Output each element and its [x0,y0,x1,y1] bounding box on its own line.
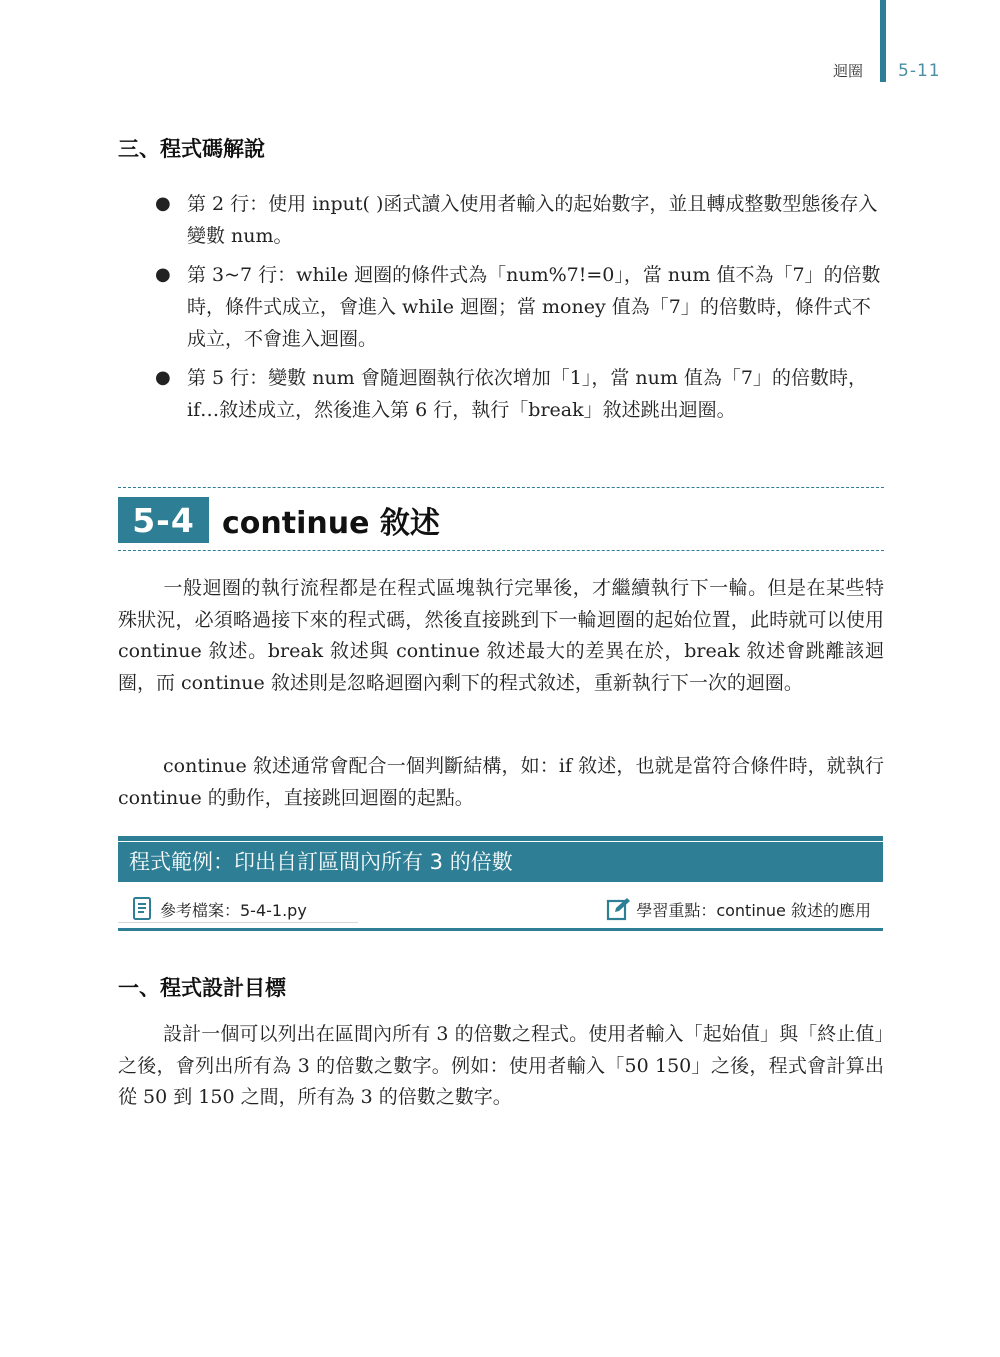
document-icon [130,896,156,922]
list-item [155,362,895,426]
paragraph-text: 設計一個可以列出在區間內所有 3 的倍數之程式。使用者輸入「起始值」與「終止值」之後，會列出所有為 3 的倍數之數字。例如：使用者輸入「50 150」之後，程式會計算出從 50 到 150 之間，所有為 3 的倍數之數字。 [118,1023,884,1108]
list-item [155,259,895,355]
chapter-title: 迴圈 [833,62,864,80]
edit-icon [606,896,632,922]
list-item-text: 第 3~7 行：while 迴圈的條件式為「num%7!=0」，當 num 值不為「7」的倍數時，條件式成立，會進入 while 迴圈；當 money 值為「7」的倍數時，條件式不成立，不會進入迴圈。 [187,264,881,350]
section-title: continue 敘述 [222,506,440,541]
paragraph-text: 一般迴圈的執行流程都是在程式區塊執行完畢後，才繼續執行下一輪。但是在某些特殊狀況，必須略過接下來的程式碼，然後直接跳到下一輪迴圈的起始位置，此時就可以使用 continue 敘述。break 敘述與 continue 敘述最大的差異在於，break 敘述會跳離該迴圈，而 continue 敘述則是忽略迴圈內剩下的程式敘述，重新執行下一次的迴圈。 [118,577,884,694]
intro-paragraph [118,573,884,699]
reference-file-label: 參考檔案：5-4-1.py [160,900,307,920]
key-point-label: 學習重點：continue 敘述的應用 [636,900,871,920]
paragraph-text: continue 敘述通常會配合一個判斷結構，如：if 敘述，也就是當符合條件時，就執行 continue 的動作，直接跳回迴圈的起點。 [118,755,884,809]
header-accent-bar [880,0,886,82]
bullet-icon: ● [155,264,171,285]
section-divider-bottom [118,550,884,551]
reference-underline [118,922,358,923]
section-divider-top [118,487,884,488]
reference-file [130,896,307,922]
example-bottom-rule [118,928,883,931]
example-title: 程式範例：印出自訂區間內所有 3 的倍數 [118,842,883,882]
key-point [606,896,871,922]
bullet-icon: ● [155,367,171,388]
bullet-icon: ● [155,193,171,214]
design-goal-paragraph [118,1019,884,1114]
continue-paragraph [118,751,884,814]
list-item-text: 第 5 行：變數 num 會隨迴圈執行依次增加「1」，當 num 值為「7」的倍數時，if…敘述成立，然後進入第 6 行，執行「break」敘述跳出迴圈。 [187,367,867,421]
list-item [155,188,895,252]
section-number-badge: 5-4 [118,497,209,543]
list-item-text: 第 2 行：使用 input( )函式讀入使用者輸入的起始數字，並且轉成整數型態後存入變數 num。 [187,193,878,247]
page-number: 5-11 [898,61,941,81]
code-explanation-heading: 三、程式碼解說 [118,137,265,161]
example-top-rule [118,836,883,841]
design-goal-heading: 一、程式設計目標 [118,976,286,1000]
example-info-row [118,892,883,926]
explanation-list [155,188,895,433]
